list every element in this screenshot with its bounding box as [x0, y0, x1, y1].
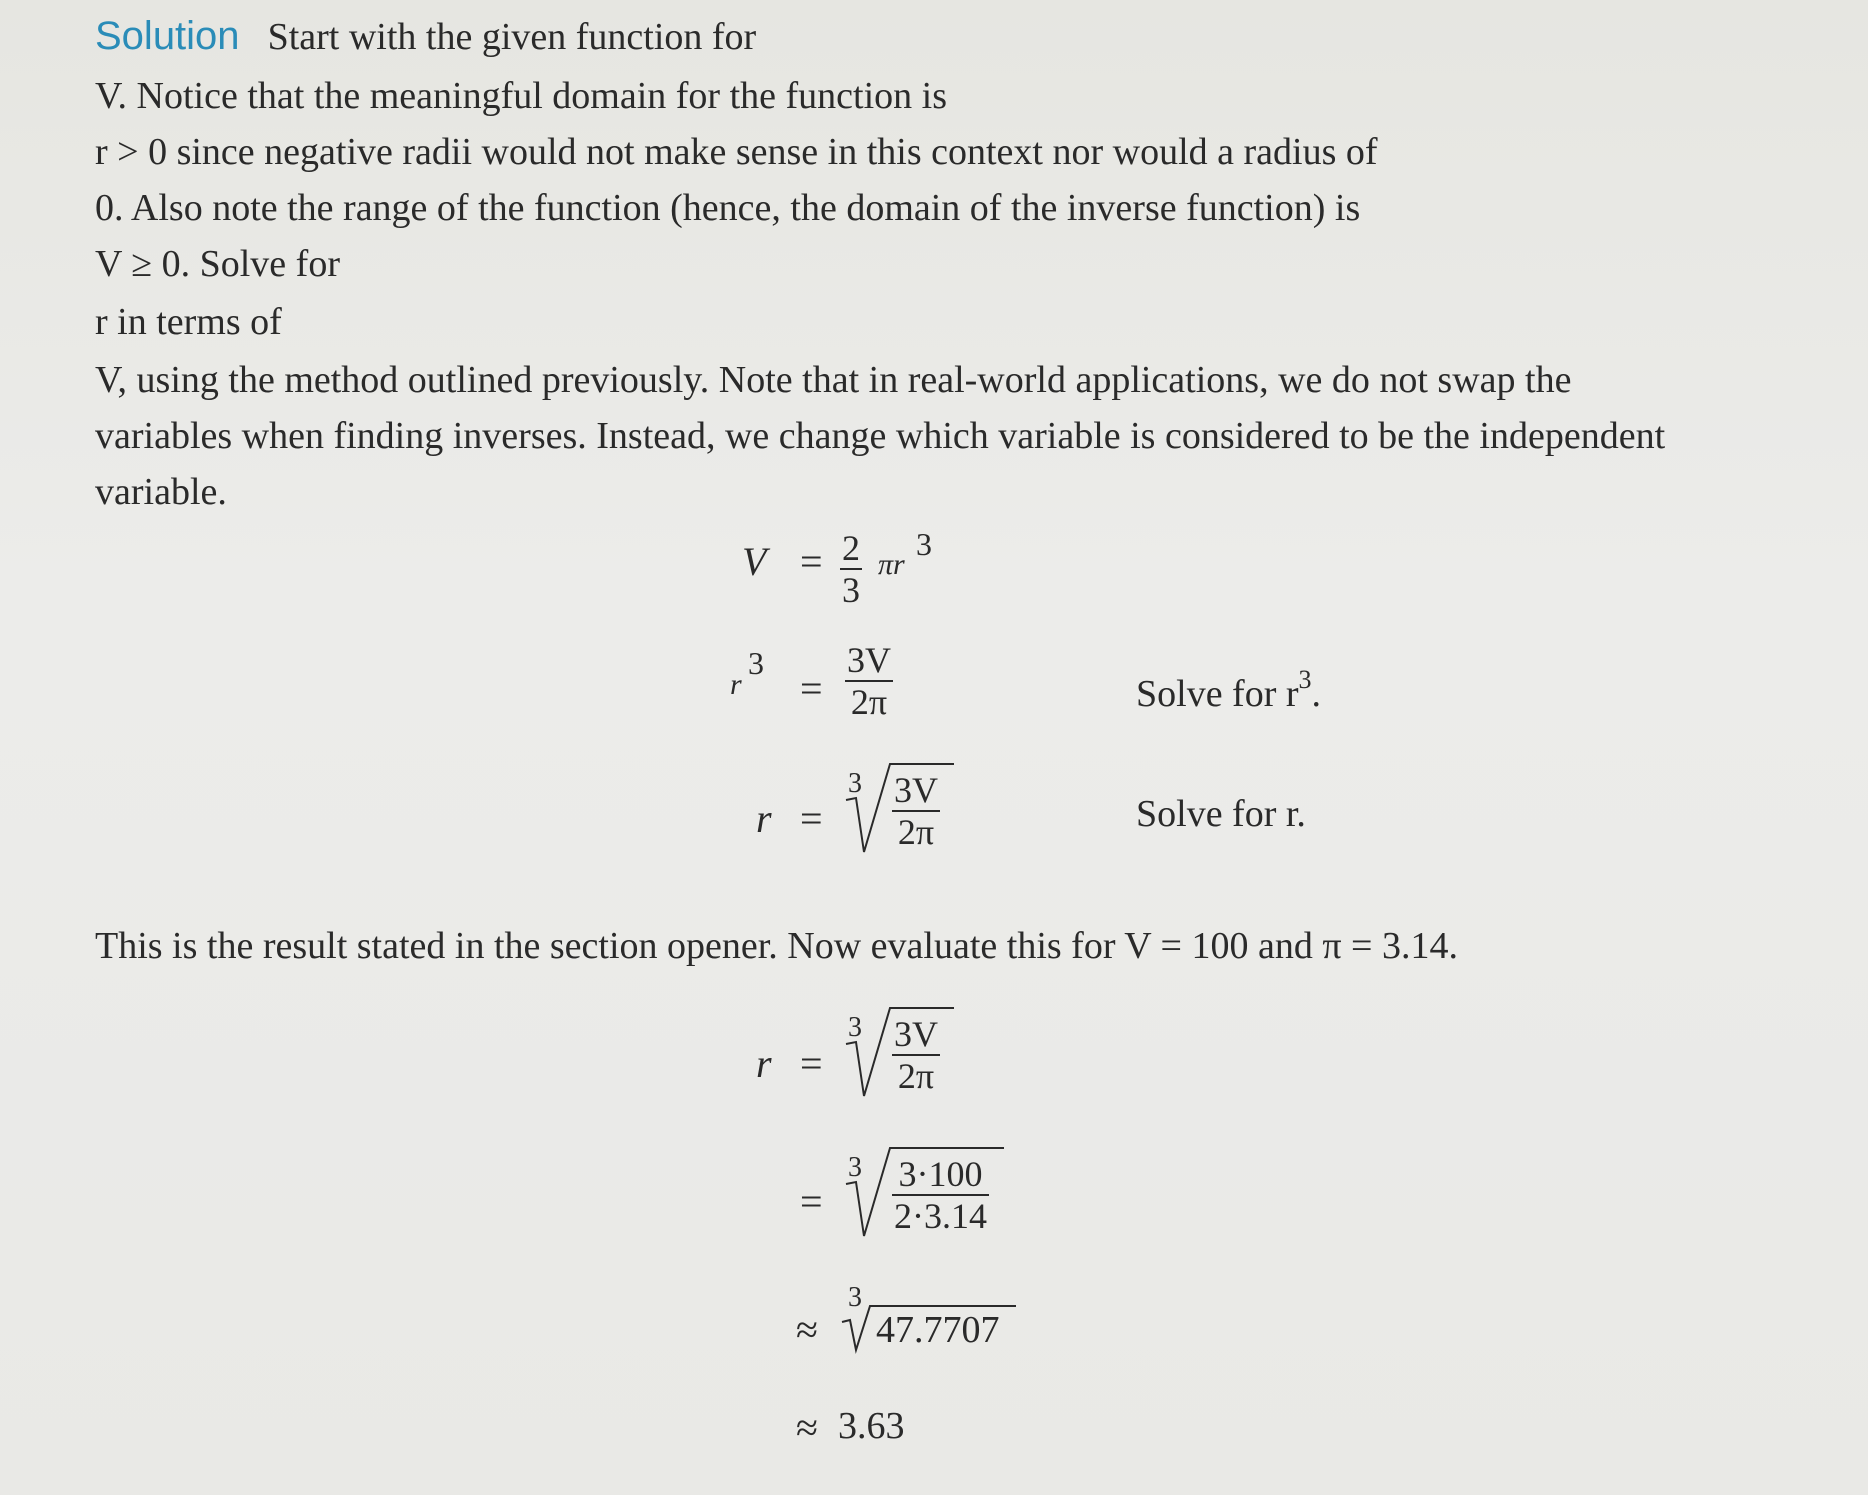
eq1-denominator: 3 [842, 570, 860, 610]
step3-approx: ≈ [796, 1307, 818, 1352]
step2-fraction [890, 1154, 991, 1236]
eq2-denominator: 2π [850, 682, 888, 722]
step2-denominator: 2·3.14 [894, 1196, 987, 1236]
step2-equals: = [800, 1179, 823, 1224]
eq3-lhs: r [756, 796, 772, 841]
solution-line-1 [95, 14, 756, 59]
eq1-exponent: 3 [916, 526, 932, 562]
step2-cube-root [846, 1146, 1006, 1242]
eq1-numerator: 2 [842, 528, 860, 568]
eq3-note: Solve for r. [1136, 793, 1306, 835]
eq2-equals: = [800, 666, 823, 711]
eq2-note-end: . [1311, 673, 1322, 715]
eq2-lhs: r [730, 668, 742, 701]
solution-line-5: V ≥ 0. Solve for [95, 243, 340, 285]
step1-cube-root [846, 1006, 956, 1102]
step1-lhs: r [756, 1041, 772, 1086]
solution-line-2: V. Notice that the meaningful domain for the function is [95, 75, 947, 117]
eq2-lhs-exponent: 3 [748, 645, 764, 681]
step3-cube-root [840, 1282, 1020, 1354]
solution-heading: Solution [95, 14, 240, 58]
eq3-fraction [890, 770, 942, 852]
step4-approx: ≈ [796, 1405, 818, 1450]
eq3-cube-root [846, 762, 956, 858]
eq2-note-exponent: 3 [1298, 665, 1312, 694]
eq1-equals: = [800, 539, 823, 584]
step1-equals: = [800, 1041, 823, 1086]
solution-line-8: variables when finding inverses. Instead, we change which variable is considered to be the independent [95, 415, 1666, 457]
solution-line-4: 0. Also note the range of the function (hence, the domain of the inverse function) is [95, 187, 1361, 229]
eq1-lhs: V [742, 539, 767, 584]
step2-root-index: 3 [848, 1152, 862, 1183]
eq2-note [1136, 665, 1321, 716]
step3-radicand: 47.7707 [876, 1309, 1000, 1351]
eq1-pi-r: πr [878, 548, 905, 581]
eq3-denominator: 2π [897, 812, 935, 852]
step1-numerator: 3V [894, 1014, 938, 1054]
eq3-numerator: 3V [894, 770, 938, 810]
solution-line-9: variable. [95, 471, 227, 513]
solution-line-7: V, using the method outlined previously. Note that in real-world applications, we do not swap the [95, 359, 1572, 401]
eq3-root-index: 3 [848, 768, 862, 799]
eq3-equals: = [800, 796, 823, 841]
step1-root-index: 3 [848, 1012, 862, 1043]
solution-line-6: r in terms of [95, 301, 282, 343]
step1-fraction [890, 1014, 942, 1096]
solution-text: Start with the given function for [267, 16, 757, 58]
evaluate-sentence: This is the result stated in the section opener. Now evaluate this for V = 100 and π = 3.14. [95, 925, 1458, 967]
step1-denominator: 2π [897, 1056, 935, 1096]
eq1-fraction [838, 528, 864, 610]
step3-root-index: 3 [848, 1282, 862, 1313]
step4-result: 3.63 [838, 1405, 905, 1447]
eq2-fraction [843, 640, 895, 722]
eq2-note-text: Solve for r [1136, 673, 1299, 715]
solution-line-3: r > 0 since negative radii would not make sense in this context nor would a radius of [95, 131, 1378, 173]
step2-numerator: 3·100 [898, 1154, 983, 1194]
eq2-numerator: 3V [847, 640, 891, 680]
